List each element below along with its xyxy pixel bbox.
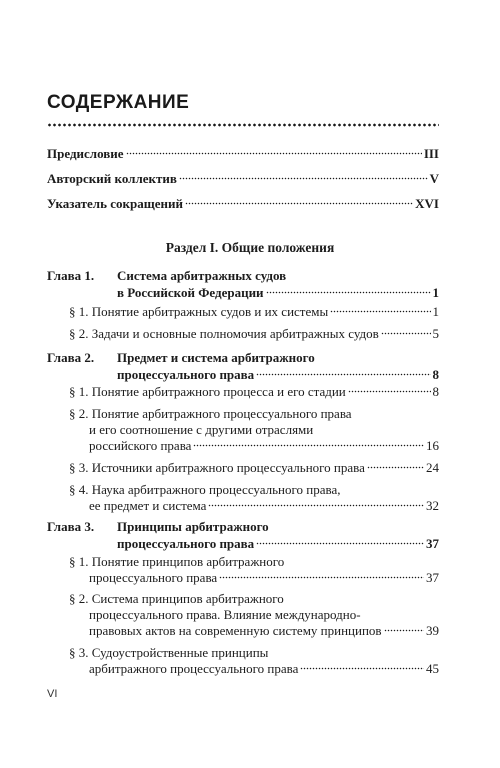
toc-entry-page: 1 — [432, 304, 439, 319]
dot-leader — [266, 291, 431, 294]
chapter-label: Глава 2. — [47, 350, 95, 365]
paragraph-title-line[interactable]: процессуального права. Влияние международно- — [89, 607, 361, 622]
paragraph-title-line: процессуального права — [89, 570, 218, 585]
dot-leader — [208, 504, 424, 507]
title-dotted-rule — [47, 123, 439, 127]
dot-leader — [193, 444, 424, 447]
toc-entry-ch2-par4[interactable] — [89, 497, 439, 514]
dot-leader — [179, 177, 428, 180]
toc-entry-title: Авторский коллектив — [47, 171, 177, 186]
toc-entry-authors[interactable] — [47, 170, 439, 187]
toc-entry-ch1-par2[interactable] — [69, 325, 439, 342]
dot-leader — [219, 576, 424, 579]
paragraph-title-line[interactable]: § 4. Наука арбитражного процессуального права, — [69, 482, 341, 497]
toc-entry-page: 24 — [426, 460, 439, 475]
paragraph-title-line: § 1. Понятие арбитражных судов и их системы — [69, 304, 329, 319]
toc-entry-page: 8 — [432, 367, 439, 382]
toc-entry-ch3-par3[interactable] — [89, 660, 439, 677]
chapter-label: Глава 3. — [47, 519, 95, 534]
chapter-title-line: процессуального права — [117, 367, 255, 382]
page-number: VI — [47, 688, 58, 700]
toc-entry-ch2-par3[interactable] — [69, 459, 439, 476]
dot-leader — [381, 332, 431, 335]
toc-entry-chapter-2[interactable] — [117, 366, 439, 383]
chapter-title-line: процессуального права — [117, 536, 255, 551]
toc-entry-page: 45 — [426, 661, 439, 676]
toc-entry-chapter-3[interactable] — [117, 535, 439, 552]
paragraph-title-line[interactable]: § 1. Понятие принципов арбитражного — [69, 554, 285, 569]
dot-leader — [256, 542, 424, 545]
toc-entry-page: 5 — [432, 326, 439, 341]
paragraph-title-line: арбитражного процессуального права — [89, 661, 299, 676]
toc-entry-page: III — [423, 146, 439, 161]
dot-leader — [384, 629, 424, 632]
toc-entry-page: 39 — [426, 623, 439, 638]
paragraph-title-line: § 1. Понятие арбитражного процесса и его стадии — [69, 384, 346, 399]
chapter-title-line[interactable]: Система арбитражных судов — [117, 268, 287, 283]
toc-entry-ch2-par1[interactable] — [69, 383, 439, 400]
toc-entry-page: 37 — [426, 536, 439, 551]
chapter-title-line[interactable]: Принципы арбитражного — [117, 519, 269, 534]
toc-entry-page: 8 — [432, 384, 439, 399]
toc-entry-ch2-par2[interactable] — [89, 437, 439, 454]
toc-entry-page: V — [429, 171, 439, 186]
chapter-label: Глава 1. — [47, 268, 95, 283]
toc-entry-page: 1 — [432, 285, 439, 300]
dot-leader — [367, 466, 424, 469]
paragraph-title-line: ее предмет и система — [89, 498, 207, 513]
paragraph-title-line: § 3. Источники арбитражного процессуального права — [69, 460, 365, 475]
paragraph-title-line[interactable]: § 2. Система принципов арбитражного — [69, 591, 284, 606]
toc-entry-title: Предисловие — [47, 146, 124, 161]
chapter-title-line[interactable]: Предмет и система арбитражного — [117, 350, 315, 365]
dot-leader — [330, 310, 430, 313]
dot-leader — [256, 373, 430, 376]
dot-leader — [126, 152, 422, 155]
toc-entry-page: 37 — [426, 570, 439, 585]
toc-entry-chapter-1[interactable] — [117, 284, 439, 301]
toc-entry-page: 16 — [426, 438, 439, 453]
section-title: Раздел I. Общие положения — [165, 240, 335, 255]
toc-entry-page: 32 — [426, 498, 439, 513]
toc-entry-ch3-par1[interactable] — [89, 569, 439, 586]
dot-leader — [185, 202, 413, 205]
paragraph-title-line[interactable]: § 3. Судоустройственные принципы — [69, 645, 269, 660]
paragraph-title-line: § 2. Задачи и основные полномочия арбитражных судов — [69, 326, 379, 341]
toc-entry-abbreviations[interactable] — [47, 195, 439, 212]
paragraph-title-line: российского права — [89, 438, 192, 453]
paragraph-title-line[interactable]: и его соотношение с другими отраслями — [89, 422, 314, 437]
chapter-title-line: в Российской Федерации — [117, 285, 264, 300]
toc-entry-title: Указатель сокращений — [47, 196, 183, 211]
toc-entry-ch3-par2[interactable] — [89, 622, 439, 639]
toc-entry-page: XVI — [415, 196, 439, 211]
dot-leader — [300, 667, 424, 670]
toc-entry-preface[interactable] — [47, 145, 439, 162]
paragraph-title-line[interactable]: § 2. Понятие арбитражного процессуального права — [69, 406, 352, 421]
page-title: СОДЕРЖАНИЕ — [47, 92, 190, 113]
paragraph-title-line: правовых актов на современную систему принципов — [89, 623, 382, 638]
toc-entry-ch1-par1[interactable] — [69, 303, 439, 320]
dot-leader — [348, 390, 431, 393]
